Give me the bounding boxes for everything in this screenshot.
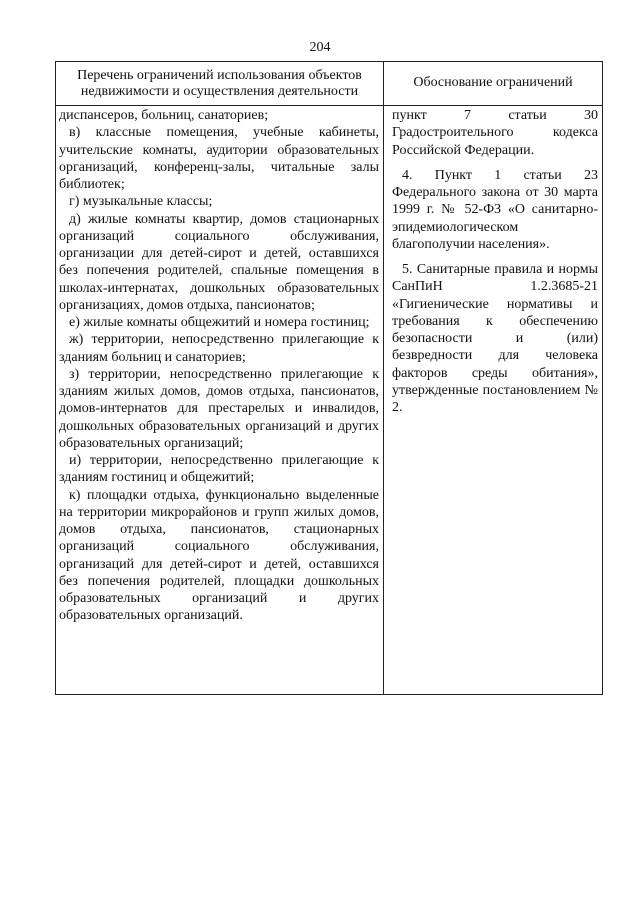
- page-number: 204: [309, 40, 331, 55]
- header-restrictions-list: Перечень ограничений использования объектов недвижимости и осуществления деятельности: [77, 68, 362, 99]
- restriction-item: диспансеров, больниц, санаториев;: [59, 108, 269, 123]
- restriction-item: з) территории, непосредственно прилегающие к зданиям жилых домов, домов отдыха, пансионатов, домов-интернатов для престарелых и инвалидов, дошкольных образовательных организаций и других образовательных организаций;: [59, 366, 379, 451]
- justification-item: пункт 7 статьи 30 Градостроительного кодекса Российской Федерации.: [392, 108, 598, 158]
- justification-item: 5. Санитарные правила и нормы СанПиН 1.2.3685-21 «Гигиенические нормативы и требования к обеспечению безопасности и (или) безвредности для человека факторов среды обитания», утвержденные постановлением № 2.: [392, 262, 598, 415]
- restriction-item: к) площадки отдыха, функционально выделенные на территории микрорайонов и групп жилых домов, домов отдыха, пансионатов, стационарных организаций социального обслуживания, организаций для детей-сирот и детей, оставшихся без попечения родителей, площадки дошкольных образовательных организаций и других образовательных организаций.: [59, 487, 379, 624]
- restriction-item: д) жилые комнаты квартир, домов стационарных организаций социального обслуживания, организации для детей-сирот и детей, оставшихся без попечения родителей, спальные помещения в школах-интернатах, дошкольных образовательных организациях, домов отдыха, пансионатов;: [59, 211, 379, 313]
- restriction-item: в) классные помещения, учебные кабинеты, учительские комнаты, аудитории образовательных организаций, конференц-залы, читальные залы библиотек;: [59, 125, 379, 192]
- column-divider: [383, 62, 384, 694]
- restriction-item: ж) территории, непосредственно прилегающие к зданиям больниц и санаториев;: [59, 332, 379, 365]
- table-header-row: [56, 62, 602, 106]
- justification-item: 4. Пункт 1 статьи 23 Федерального закона от 30 марта 1999 г. № 52-ФЗ «О санитарно-эпидемиологическом благополучии населения».: [392, 167, 598, 252]
- header-justification: Обоснование ограничений: [413, 75, 573, 90]
- restriction-item: г) музыкальные классы;: [69, 194, 213, 210]
- restriction-item: е) жилые комнаты общежитий и номера гостиниц;: [69, 315, 370, 330]
- restriction-item: и) территории, непосредственно прилегающие к зданиям гостиниц и общежитий;: [59, 453, 379, 486]
- restrictions-column: [59, 107, 379, 625]
- justification-column: [392, 107, 598, 416]
- restrictions-table: [55, 61, 603, 695]
